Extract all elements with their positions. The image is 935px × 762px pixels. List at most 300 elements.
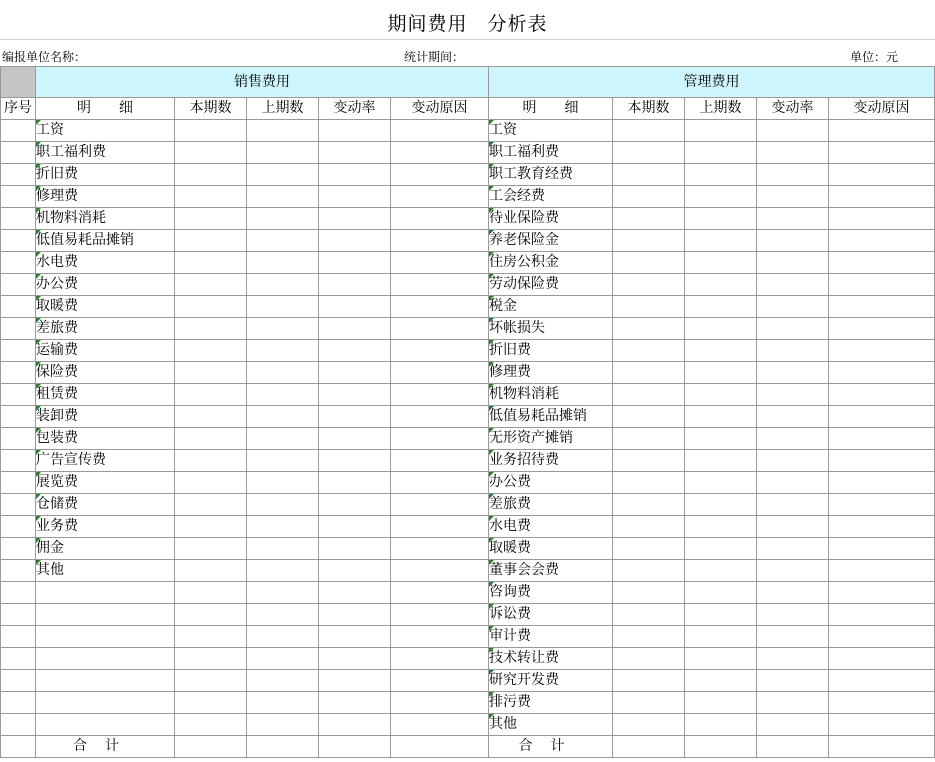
admin-item-cell[interactable]: 办公费 (489, 472, 613, 494)
admin-item-cell[interactable]: 待业保险费 (489, 208, 613, 230)
sales-previous-cell[interactable] (247, 120, 319, 142)
admin-reason-cell[interactable] (829, 274, 935, 296)
seq-cell[interactable] (1, 648, 36, 670)
seq-cell[interactable] (1, 186, 36, 208)
admin-current-cell[interactable] (613, 428, 685, 450)
admin-reason-cell[interactable] (829, 208, 935, 230)
sales-reason-cell[interactable] (391, 318, 489, 340)
seq-cell[interactable] (1, 604, 36, 626)
admin-item-cell[interactable]: 业务招待费 (489, 450, 613, 472)
admin-rate-header[interactable]: 变动率 (757, 98, 829, 120)
admin-reason-cell[interactable] (829, 340, 935, 362)
sales-previous-cell[interactable] (247, 538, 319, 560)
sales-rate-cell[interactable] (319, 274, 391, 296)
admin-item-cell[interactable]: 研究开发费 (489, 670, 613, 692)
sales-previous-cell[interactable] (247, 472, 319, 494)
sales-current-cell[interactable] (175, 340, 247, 362)
admin-item-cell[interactable]: 差旅费 (489, 494, 613, 516)
admin-reason-cell[interactable] (829, 604, 935, 626)
seq-cell[interactable] (1, 560, 36, 582)
sales-previous-cell[interactable] (247, 406, 319, 428)
sales-reason-cell[interactable] (391, 648, 489, 670)
sales-item-cell[interactable] (36, 626, 175, 648)
sales-previous-cell[interactable] (247, 626, 319, 648)
admin-item-cell[interactable]: 诉讼费 (489, 604, 613, 626)
admin-rate-cell[interactable] (757, 186, 829, 208)
sales-reason-cell[interactable] (391, 428, 489, 450)
seq-cell[interactable] (1, 340, 36, 362)
admin-total-cell[interactable] (613, 736, 685, 758)
admin-previous-cell[interactable] (685, 362, 757, 384)
sales-item-cell[interactable]: 机物料消耗 (36, 208, 175, 230)
admin-current-cell[interactable] (613, 670, 685, 692)
sales-reason-cell[interactable] (391, 450, 489, 472)
seq-cell[interactable] (1, 428, 36, 450)
admin-current-cell[interactable] (613, 120, 685, 142)
admin-rate-cell[interactable] (757, 582, 829, 604)
admin-item-cell[interactable]: 董事会会费 (489, 560, 613, 582)
admin-rate-cell[interactable] (757, 296, 829, 318)
sales-rate-cell[interactable] (319, 164, 391, 186)
admin-reason-header[interactable]: 变动原因 (829, 98, 935, 120)
sales-item-cell[interactable]: 其他 (36, 560, 175, 582)
sales-previous-cell[interactable] (247, 670, 319, 692)
sales-reason-cell[interactable] (391, 406, 489, 428)
admin-rate-cell[interactable] (757, 648, 829, 670)
seq-cell[interactable] (1, 692, 36, 714)
sales-current-cell[interactable] (175, 494, 247, 516)
sales-item-cell[interactable]: 办公费 (36, 274, 175, 296)
admin-previous-cell[interactable] (685, 494, 757, 516)
admin-rate-cell[interactable] (757, 252, 829, 274)
admin-item-cell[interactable]: 低值易耗品摊销 (489, 406, 613, 428)
seq-cell[interactable] (1, 208, 36, 230)
seq-cell[interactable] (1, 230, 36, 252)
admin-rate-cell[interactable] (757, 384, 829, 406)
sales-previous-cell[interactable] (247, 186, 319, 208)
admin-reason-cell[interactable] (829, 626, 935, 648)
admin-current-cell[interactable] (613, 472, 685, 494)
sales-rate-cell[interactable] (319, 318, 391, 340)
seq-cell[interactable] (1, 714, 36, 736)
sales-item-cell[interactable] (36, 670, 175, 692)
admin-current-cell[interactable] (613, 582, 685, 604)
admin-current-cell[interactable] (613, 692, 685, 714)
admin-total-label[interactable]: 合计 (489, 736, 613, 758)
sales-total-cell[interactable] (391, 736, 489, 758)
sales-current-cell[interactable] (175, 714, 247, 736)
sales-current-cell[interactable] (175, 582, 247, 604)
sales-previous-cell[interactable] (247, 648, 319, 670)
seq-cell[interactable] (1, 384, 36, 406)
sales-current-cell[interactable] (175, 626, 247, 648)
sales-reason-cell[interactable] (391, 252, 489, 274)
seq-cell[interactable] (1, 450, 36, 472)
sales-current-cell[interactable] (175, 692, 247, 714)
sales-item-cell[interactable]: 仓储费 (36, 494, 175, 516)
sales-rate-cell[interactable] (319, 538, 391, 560)
admin-reason-cell[interactable] (829, 648, 935, 670)
admin-current-cell[interactable] (613, 208, 685, 230)
sales-item-cell[interactable] (36, 582, 175, 604)
admin-item-cell[interactable]: 职工教育经费 (489, 164, 613, 186)
admin-previous-cell[interactable] (685, 318, 757, 340)
sales-previous-cell[interactable] (247, 164, 319, 186)
sales-section-header[interactable]: 销售费用 (36, 67, 489, 98)
admin-previous-cell[interactable] (685, 164, 757, 186)
sales-rate-cell[interactable] (319, 340, 391, 362)
admin-current-cell[interactable] (613, 494, 685, 516)
sales-rate-cell[interactable] (319, 626, 391, 648)
sales-rate-cell[interactable] (319, 296, 391, 318)
seq-cell[interactable] (1, 406, 36, 428)
sales-rate-cell[interactable] (319, 406, 391, 428)
sales-current-cell[interactable] (175, 516, 247, 538)
sales-previous-cell[interactable] (247, 692, 319, 714)
sales-reason-cell[interactable] (391, 692, 489, 714)
sales-rate-cell[interactable] (319, 692, 391, 714)
admin-item-cell[interactable]: 机物料消耗 (489, 384, 613, 406)
sales-item-cell[interactable] (36, 604, 175, 626)
seq-cell[interactable] (1, 472, 36, 494)
sales-rate-cell[interactable] (319, 472, 391, 494)
admin-previous-header[interactable]: 上期数 (685, 98, 757, 120)
admin-previous-cell[interactable] (685, 428, 757, 450)
sales-previous-cell[interactable] (247, 714, 319, 736)
sales-previous-cell[interactable] (247, 274, 319, 296)
sales-reason-cell[interactable] (391, 670, 489, 692)
admin-previous-cell[interactable] (685, 648, 757, 670)
admin-reason-cell[interactable] (829, 120, 935, 142)
admin-current-cell[interactable] (613, 384, 685, 406)
seq-cell[interactable] (1, 538, 36, 560)
admin-rate-cell[interactable] (757, 340, 829, 362)
corner-cell[interactable] (1, 67, 36, 98)
sales-item-cell[interactable]: 租赁费 (36, 384, 175, 406)
sales-reason-cell[interactable] (391, 142, 489, 164)
seq-cell[interactable] (1, 274, 36, 296)
sales-current-cell[interactable] (175, 384, 247, 406)
admin-rate-cell[interactable] (757, 626, 829, 648)
admin-previous-cell[interactable] (685, 296, 757, 318)
admin-current-cell[interactable] (613, 362, 685, 384)
admin-rate-cell[interactable] (757, 670, 829, 692)
admin-item-cell[interactable]: 审计费 (489, 626, 613, 648)
seq-cell[interactable] (1, 142, 36, 164)
sales-reason-cell[interactable] (391, 296, 489, 318)
sales-current-cell[interactable] (175, 274, 247, 296)
sales-reason-cell[interactable] (391, 384, 489, 406)
admin-item-cell[interactable]: 坏帐损失 (489, 318, 613, 340)
sales-current-cell[interactable] (175, 296, 247, 318)
sales-current-cell[interactable] (175, 648, 247, 670)
sales-previous-cell[interactable] (247, 494, 319, 516)
sales-previous-cell[interactable] (247, 362, 319, 384)
admin-rate-cell[interactable] (757, 450, 829, 472)
sales-current-cell[interactable] (175, 472, 247, 494)
sales-previous-header[interactable]: 上期数 (247, 98, 319, 120)
admin-current-cell[interactable] (613, 648, 685, 670)
sales-rate-cell[interactable] (319, 384, 391, 406)
admin-current-cell[interactable] (613, 538, 685, 560)
admin-current-header[interactable]: 本期数 (613, 98, 685, 120)
sales-reason-cell[interactable] (391, 362, 489, 384)
admin-item-cell[interactable]: 税金 (489, 296, 613, 318)
sales-item-cell[interactable]: 佣金 (36, 538, 175, 560)
admin-reason-cell[interactable] (829, 494, 935, 516)
sales-rate-cell[interactable] (319, 428, 391, 450)
sales-reason-cell[interactable] (391, 120, 489, 142)
admin-reason-cell[interactable] (829, 692, 935, 714)
admin-detail-header[interactable]: 明 细 (489, 98, 613, 120)
admin-previous-cell[interactable] (685, 120, 757, 142)
admin-previous-cell[interactable] (685, 538, 757, 560)
admin-current-cell[interactable] (613, 714, 685, 736)
sales-item-cell[interactable]: 取暖费 (36, 296, 175, 318)
admin-current-cell[interactable] (613, 340, 685, 362)
sales-total-cell[interactable] (175, 736, 247, 758)
admin-reason-cell[interactable] (829, 560, 935, 582)
admin-reason-cell[interactable] (829, 450, 935, 472)
seq-header[interactable]: 序号 (1, 98, 36, 120)
admin-item-cell[interactable]: 工会经费 (489, 186, 613, 208)
admin-previous-cell[interactable] (685, 274, 757, 296)
sales-current-header[interactable]: 本期数 (175, 98, 247, 120)
sales-current-cell[interactable] (175, 164, 247, 186)
sales-current-cell[interactable] (175, 120, 247, 142)
sales-rate-cell[interactable] (319, 714, 391, 736)
sales-reason-cell[interactable] (391, 560, 489, 582)
sales-item-cell[interactable]: 包装费 (36, 428, 175, 450)
sales-previous-cell[interactable] (247, 604, 319, 626)
sales-item-cell[interactable] (36, 648, 175, 670)
sales-reason-cell[interactable] (391, 516, 489, 538)
admin-previous-cell[interactable] (685, 208, 757, 230)
admin-previous-cell[interactable] (685, 582, 757, 604)
seq-cell[interactable] (1, 362, 36, 384)
sales-current-cell[interactable] (175, 450, 247, 472)
seq-cell[interactable] (1, 670, 36, 692)
admin-previous-cell[interactable] (685, 560, 757, 582)
sales-item-cell[interactable]: 折旧费 (36, 164, 175, 186)
admin-reason-cell[interactable] (829, 252, 935, 274)
admin-previous-cell[interactable] (685, 450, 757, 472)
sales-reason-cell[interactable] (391, 582, 489, 604)
sales-reason-cell[interactable] (391, 186, 489, 208)
admin-reason-cell[interactable] (829, 714, 935, 736)
sales-previous-cell[interactable] (247, 450, 319, 472)
admin-total-cell[interactable] (829, 736, 935, 758)
sales-rate-cell[interactable] (319, 230, 391, 252)
sales-current-cell[interactable] (175, 208, 247, 230)
admin-item-cell[interactable]: 修理费 (489, 362, 613, 384)
sales-reason-cell[interactable] (391, 164, 489, 186)
admin-previous-cell[interactable] (685, 340, 757, 362)
sales-item-cell[interactable] (36, 692, 175, 714)
sales-item-cell[interactable]: 广告宣传费 (36, 450, 175, 472)
sales-previous-cell[interactable] (247, 560, 319, 582)
sales-rate-cell[interactable] (319, 120, 391, 142)
admin-rate-cell[interactable] (757, 142, 829, 164)
sales-current-cell[interactable] (175, 406, 247, 428)
sales-current-cell[interactable] (175, 318, 247, 340)
sales-previous-cell[interactable] (247, 208, 319, 230)
admin-previous-cell[interactable] (685, 516, 757, 538)
admin-item-cell[interactable]: 其他 (489, 714, 613, 736)
sales-rate-header[interactable]: 变动率 (319, 98, 391, 120)
admin-total-cell[interactable] (757, 736, 829, 758)
admin-reason-cell[interactable] (829, 230, 935, 252)
admin-item-cell[interactable]: 无形资产摊销 (489, 428, 613, 450)
sales-item-cell[interactable]: 装卸费 (36, 406, 175, 428)
admin-reason-cell[interactable] (829, 582, 935, 604)
admin-previous-cell[interactable] (685, 186, 757, 208)
admin-current-cell[interactable] (613, 516, 685, 538)
admin-rate-cell[interactable] (757, 230, 829, 252)
admin-rate-cell[interactable] (757, 604, 829, 626)
admin-item-cell[interactable]: 工资 (489, 120, 613, 142)
admin-reason-cell[interactable] (829, 186, 935, 208)
admin-rate-cell[interactable] (757, 714, 829, 736)
sales-current-cell[interactable] (175, 186, 247, 208)
admin-reason-cell[interactable] (829, 472, 935, 494)
admin-section-header[interactable]: 管理费用 (489, 67, 935, 98)
admin-current-cell[interactable] (613, 274, 685, 296)
admin-rate-cell[interactable] (757, 120, 829, 142)
admin-current-cell[interactable] (613, 604, 685, 626)
admin-reason-cell[interactable] (829, 428, 935, 450)
admin-rate-cell[interactable] (757, 428, 829, 450)
seq-cell[interactable] (1, 164, 36, 186)
sales-current-cell[interactable] (175, 538, 247, 560)
sales-reason-cell[interactable] (391, 472, 489, 494)
sales-total-cell[interactable] (247, 736, 319, 758)
sales-item-cell[interactable]: 低值易耗品摊销 (36, 230, 175, 252)
sales-previous-cell[interactable] (247, 230, 319, 252)
sales-previous-cell[interactable] (247, 340, 319, 362)
admin-current-cell[interactable] (613, 318, 685, 340)
admin-item-cell[interactable]: 劳动保险费 (489, 274, 613, 296)
seq-cell[interactable] (1, 516, 36, 538)
seq-cell[interactable] (1, 582, 36, 604)
sales-rate-cell[interactable] (319, 604, 391, 626)
admin-previous-cell[interactable] (685, 384, 757, 406)
sales-previous-cell[interactable] (247, 582, 319, 604)
admin-rate-cell[interactable] (757, 318, 829, 340)
admin-rate-cell[interactable] (757, 560, 829, 582)
sales-previous-cell[interactable] (247, 516, 319, 538)
seq-cell[interactable] (1, 736, 36, 758)
admin-previous-cell[interactable] (685, 670, 757, 692)
admin-current-cell[interactable] (613, 186, 685, 208)
admin-reason-cell[interactable] (829, 318, 935, 340)
sales-current-cell[interactable] (175, 604, 247, 626)
sales-previous-cell[interactable] (247, 318, 319, 340)
seq-cell[interactable] (1, 120, 36, 142)
sales-reason-cell[interactable] (391, 714, 489, 736)
admin-reason-cell[interactable] (829, 296, 935, 318)
seq-cell[interactable] (1, 296, 36, 318)
sales-rate-cell[interactable] (319, 582, 391, 604)
admin-current-cell[interactable] (613, 142, 685, 164)
admin-reason-cell[interactable] (829, 384, 935, 406)
sales-detail-header[interactable]: 明 细 (36, 98, 175, 120)
sales-rate-cell[interactable] (319, 494, 391, 516)
sales-current-cell[interactable] (175, 560, 247, 582)
admin-rate-cell[interactable] (757, 208, 829, 230)
sales-reason-header[interactable]: 变动原因 (391, 98, 489, 120)
sales-reason-cell[interactable] (391, 494, 489, 516)
sales-item-cell[interactable]: 工资 (36, 120, 175, 142)
admin-item-cell[interactable]: 咨询费 (489, 582, 613, 604)
sales-reason-cell[interactable] (391, 626, 489, 648)
admin-reason-cell[interactable] (829, 362, 935, 384)
admin-previous-cell[interactable] (685, 252, 757, 274)
sales-current-cell[interactable] (175, 362, 247, 384)
admin-current-cell[interactable] (613, 406, 685, 428)
sales-current-cell[interactable] (175, 230, 247, 252)
admin-rate-cell[interactable] (757, 164, 829, 186)
sales-current-cell[interactable] (175, 670, 247, 692)
sales-item-cell[interactable]: 水电费 (36, 252, 175, 274)
sales-item-cell[interactable]: 业务费 (36, 516, 175, 538)
sales-previous-cell[interactable] (247, 428, 319, 450)
admin-item-cell[interactable]: 取暖费 (489, 538, 613, 560)
sales-reason-cell[interactable] (391, 208, 489, 230)
sales-rate-cell[interactable] (319, 648, 391, 670)
admin-previous-cell[interactable] (685, 230, 757, 252)
admin-reason-cell[interactable] (829, 164, 935, 186)
seq-cell[interactable] (1, 626, 36, 648)
sales-previous-cell[interactable] (247, 252, 319, 274)
sales-reason-cell[interactable] (391, 604, 489, 626)
admin-item-cell[interactable]: 技术转让费 (489, 648, 613, 670)
sales-total-cell[interactable] (319, 736, 391, 758)
admin-reason-cell[interactable] (829, 516, 935, 538)
sales-total-label[interactable]: 合计 (36, 736, 175, 758)
sales-rate-cell[interactable] (319, 450, 391, 472)
admin-current-cell[interactable] (613, 560, 685, 582)
sales-rate-cell[interactable] (319, 516, 391, 538)
admin-reason-cell[interactable] (829, 538, 935, 560)
sales-rate-cell[interactable] (319, 186, 391, 208)
admin-item-cell[interactable]: 排污费 (489, 692, 613, 714)
admin-total-cell[interactable] (685, 736, 757, 758)
sales-reason-cell[interactable] (391, 274, 489, 296)
sales-reason-cell[interactable] (391, 340, 489, 362)
sales-previous-cell[interactable] (247, 384, 319, 406)
sales-rate-cell[interactable] (319, 142, 391, 164)
sales-current-cell[interactable] (175, 252, 247, 274)
sales-current-cell[interactable] (175, 428, 247, 450)
sales-item-cell[interactable]: 展览费 (36, 472, 175, 494)
sales-previous-cell[interactable] (247, 142, 319, 164)
seq-cell[interactable] (1, 318, 36, 340)
sales-item-cell[interactable]: 差旅费 (36, 318, 175, 340)
seq-cell[interactable] (1, 494, 36, 516)
admin-rate-cell[interactable] (757, 494, 829, 516)
admin-previous-cell[interactable] (685, 472, 757, 494)
admin-previous-cell[interactable] (685, 714, 757, 736)
sales-item-cell[interactable]: 运输费 (36, 340, 175, 362)
sales-reason-cell[interactable] (391, 230, 489, 252)
admin-rate-cell[interactable] (757, 406, 829, 428)
admin-current-cell[interactable] (613, 252, 685, 274)
admin-rate-cell[interactable] (757, 362, 829, 384)
admin-previous-cell[interactable] (685, 142, 757, 164)
admin-reason-cell[interactable] (829, 142, 935, 164)
admin-reason-cell[interactable] (829, 406, 935, 428)
